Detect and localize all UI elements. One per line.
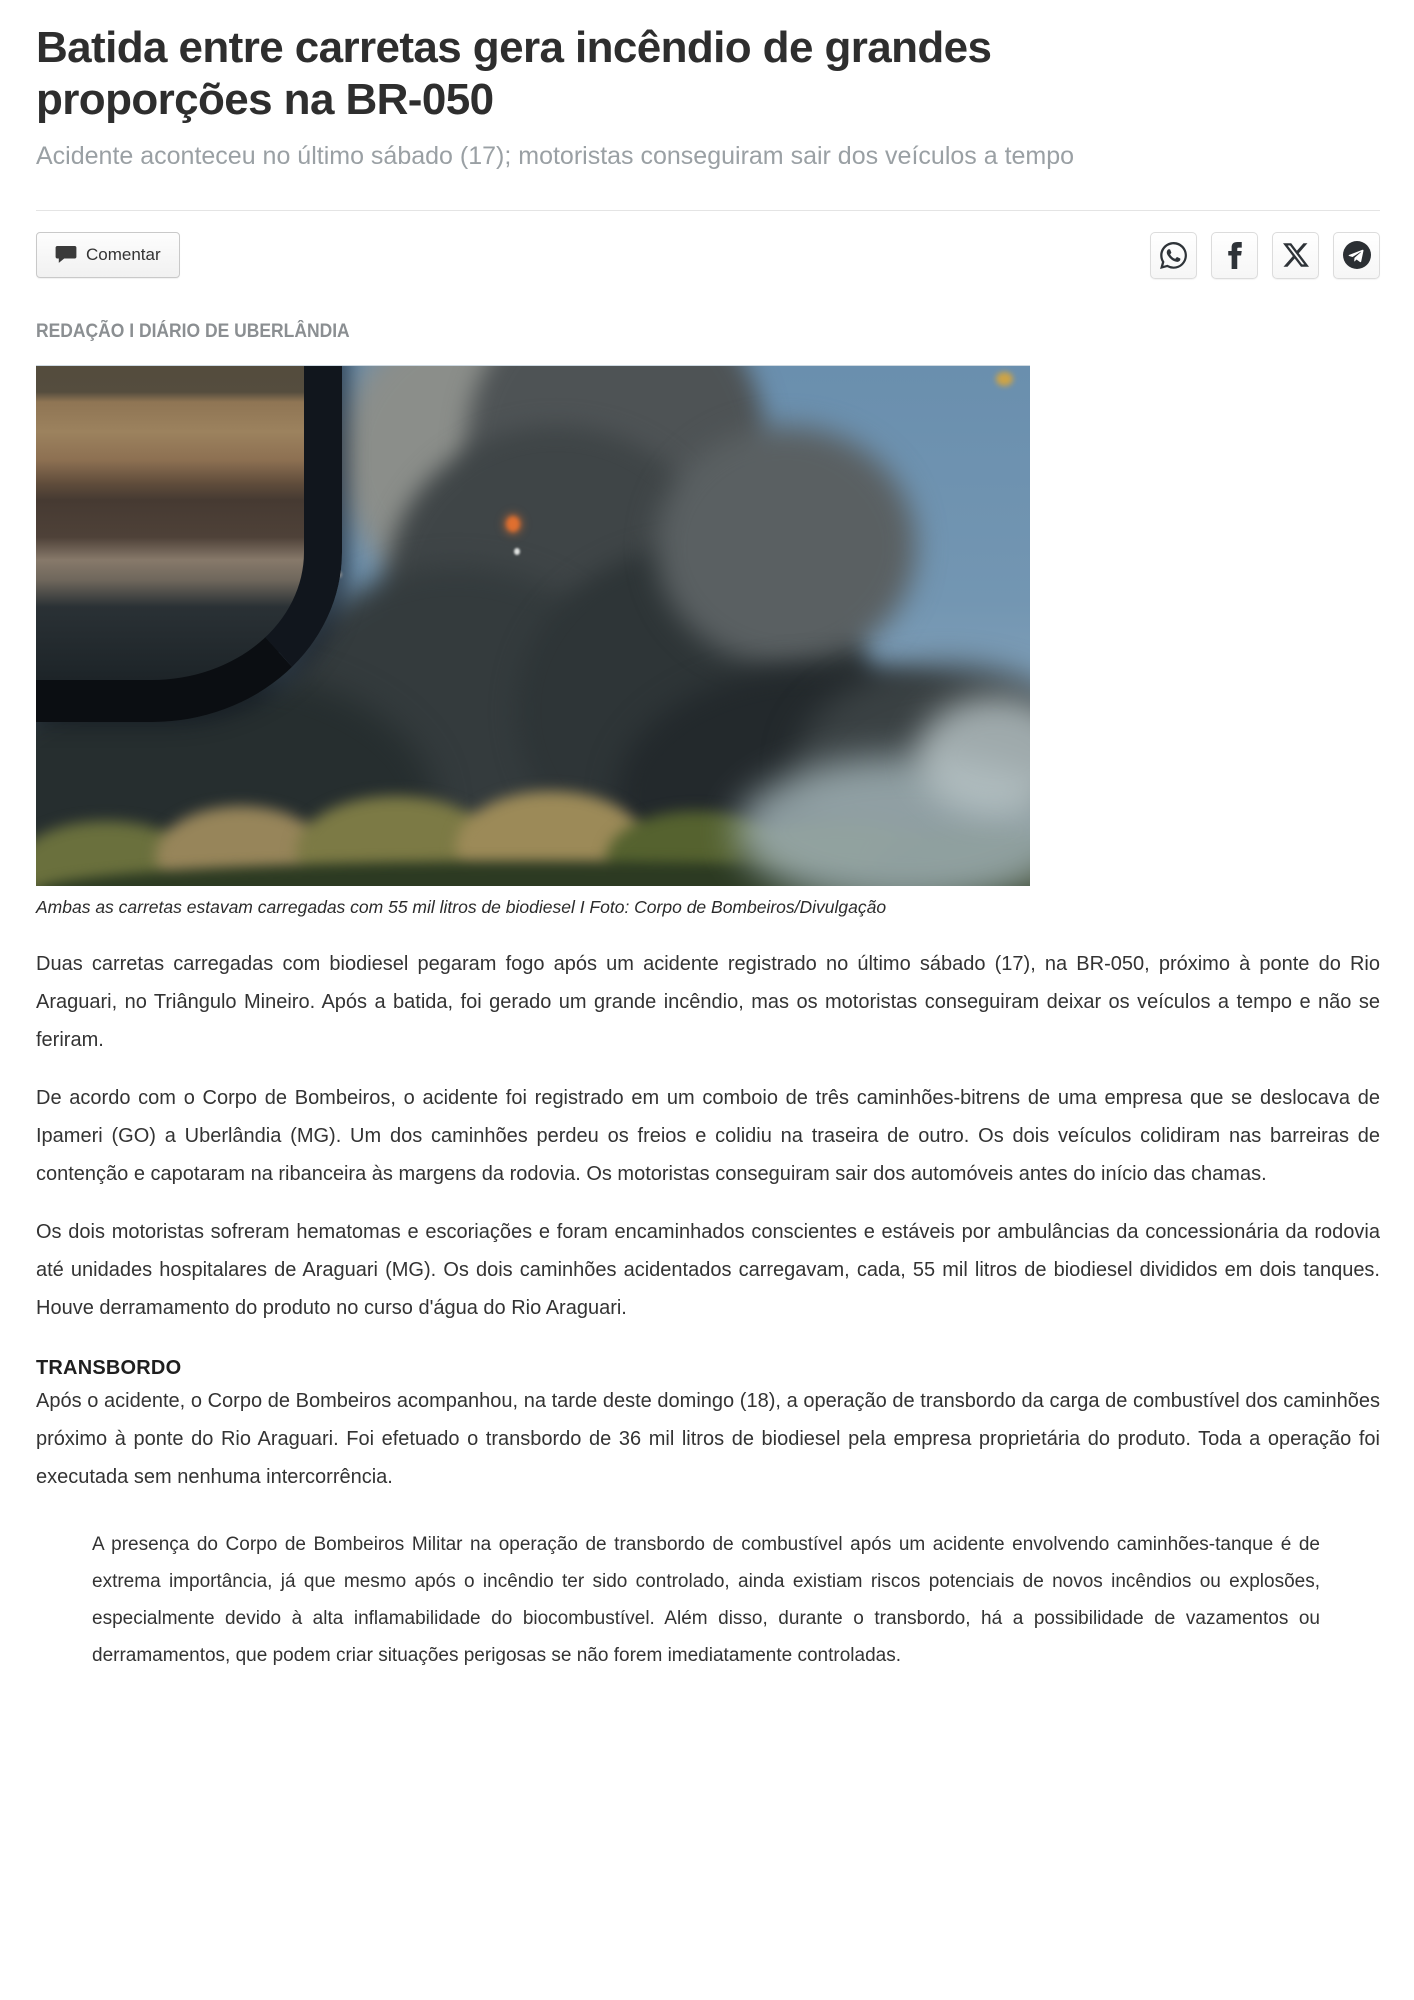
photo-caption: Ambas as carretas estavam carregadas com 55 mil litros de biodiesel I Foto: Corpo de Bombeiros/Divulgação (36, 897, 887, 917)
article-quote: A presença do Corpo de Bombeiros Militar na operação de transbordo de combustível após um acidente envolvendo caminhões-tanque é de extrema importância, já que mesmo após o incêndio ter sido controlado, ainda existiam riscos potenciais de novos incêndios ou explosões, especialmente devido à alta inflamabilidade do biocombustível. Além disso, durante o transbordo, há a possibilidade de vazamentos ou derramamentos, que podem criar situações perigosas se não forem imediatamente controladas. (92, 1534, 1320, 1666)
header-divider (36, 210, 1380, 211)
article-body (36, 945, 1380, 1674)
comment-button-label: Comentar (86, 245, 161, 264)
section-heading-transbordo: TRANSBORDO (36, 1357, 182, 1379)
share-facebook-button[interactable] (1211, 232, 1258, 279)
page-title: Batida entre carretas gera incêndio de grandes proporções na BR-050 (36, 23, 992, 124)
sun-glint (996, 372, 1013, 386)
body-paragraph: Duas carretas carregadas com biodiesel pegaram fogo após um acidente registrado no último sábado (17), na BR-050, próximo à ponte do Rio Araguari, no Triângulo Mineiro. Após a batida, foi gerado um grande incêndio, mas os motoristas conseguiram deixar os veículos a tempo e não se feriram. (36, 953, 1380, 1051)
smoke-cloud (656, 426, 916, 666)
facebook-icon (1228, 242, 1242, 269)
whatsapp-icon (1160, 242, 1187, 269)
x-icon (1283, 242, 1309, 268)
byline: REDAÇÃO I DIÁRIO DE UBERLÂNDIA (36, 321, 350, 342)
fire-glow (506, 516, 520, 532)
share-whatsapp-button[interactable] (1150, 232, 1197, 279)
telegram-icon (1343, 241, 1371, 269)
body-paragraph: Os dois motoristas sofreram hematomas e escoriações e foram encaminhados conscientes e estáveis por ambulâncias da concessionária da rodovia até unidades hospitalares de Araguari (MG). Os dois caminhões acidentados carregavam, cada, 55 mil litros de biodiesel divididos em dois tanques. Houve derramamento do produto no curso d'água do Rio Araguari. (36, 1221, 1380, 1319)
article-photo (36, 365, 1030, 886)
share-buttons (1150, 232, 1380, 279)
article-header (36, 22, 1380, 172)
article-figure (36, 365, 1032, 919)
article-subtitle: Acidente aconteceu no último sábado (17); motoristas conseguiram sair dos veículos a tempo (36, 142, 1075, 170)
comment-button[interactable] (36, 232, 180, 278)
body-paragraph: De acordo com o Corpo de Bombeiros, o acidente foi registrado em um comboio de três caminhões-bitrens de uma empresa que se deslocava de Ipameri (GO) a Uberlândia (MG). Um dos caminhões perdeu os freios e colidiu na traseira de outro. Os dois veículos colidiram nas barreiras de contenção e capotaram na ribanceira às margens da rodovia. Os motoristas conseguiram sair dos automóveis antes do início das chamas. (36, 1087, 1380, 1185)
share-telegram-button[interactable] (1333, 232, 1380, 279)
body-paragraph: Após o acidente, o Corpo de Bombeiros acompanhou, na tarde deste domingo (18), a operação de transbordo da carga de combustível dos caminhões próximo à ponte do Rio Araguari. Foi efetuado o transbordo de 36 mil litros de biodiesel pela empresa proprietária do produto. Toda a operação foi executada sem nenhuma intercorrência. (36, 1390, 1380, 1488)
action-toolbar (36, 231, 1380, 279)
debris-speck (514, 548, 520, 555)
share-x-button[interactable] (1272, 232, 1319, 279)
comment-bubble-icon (55, 245, 77, 265)
